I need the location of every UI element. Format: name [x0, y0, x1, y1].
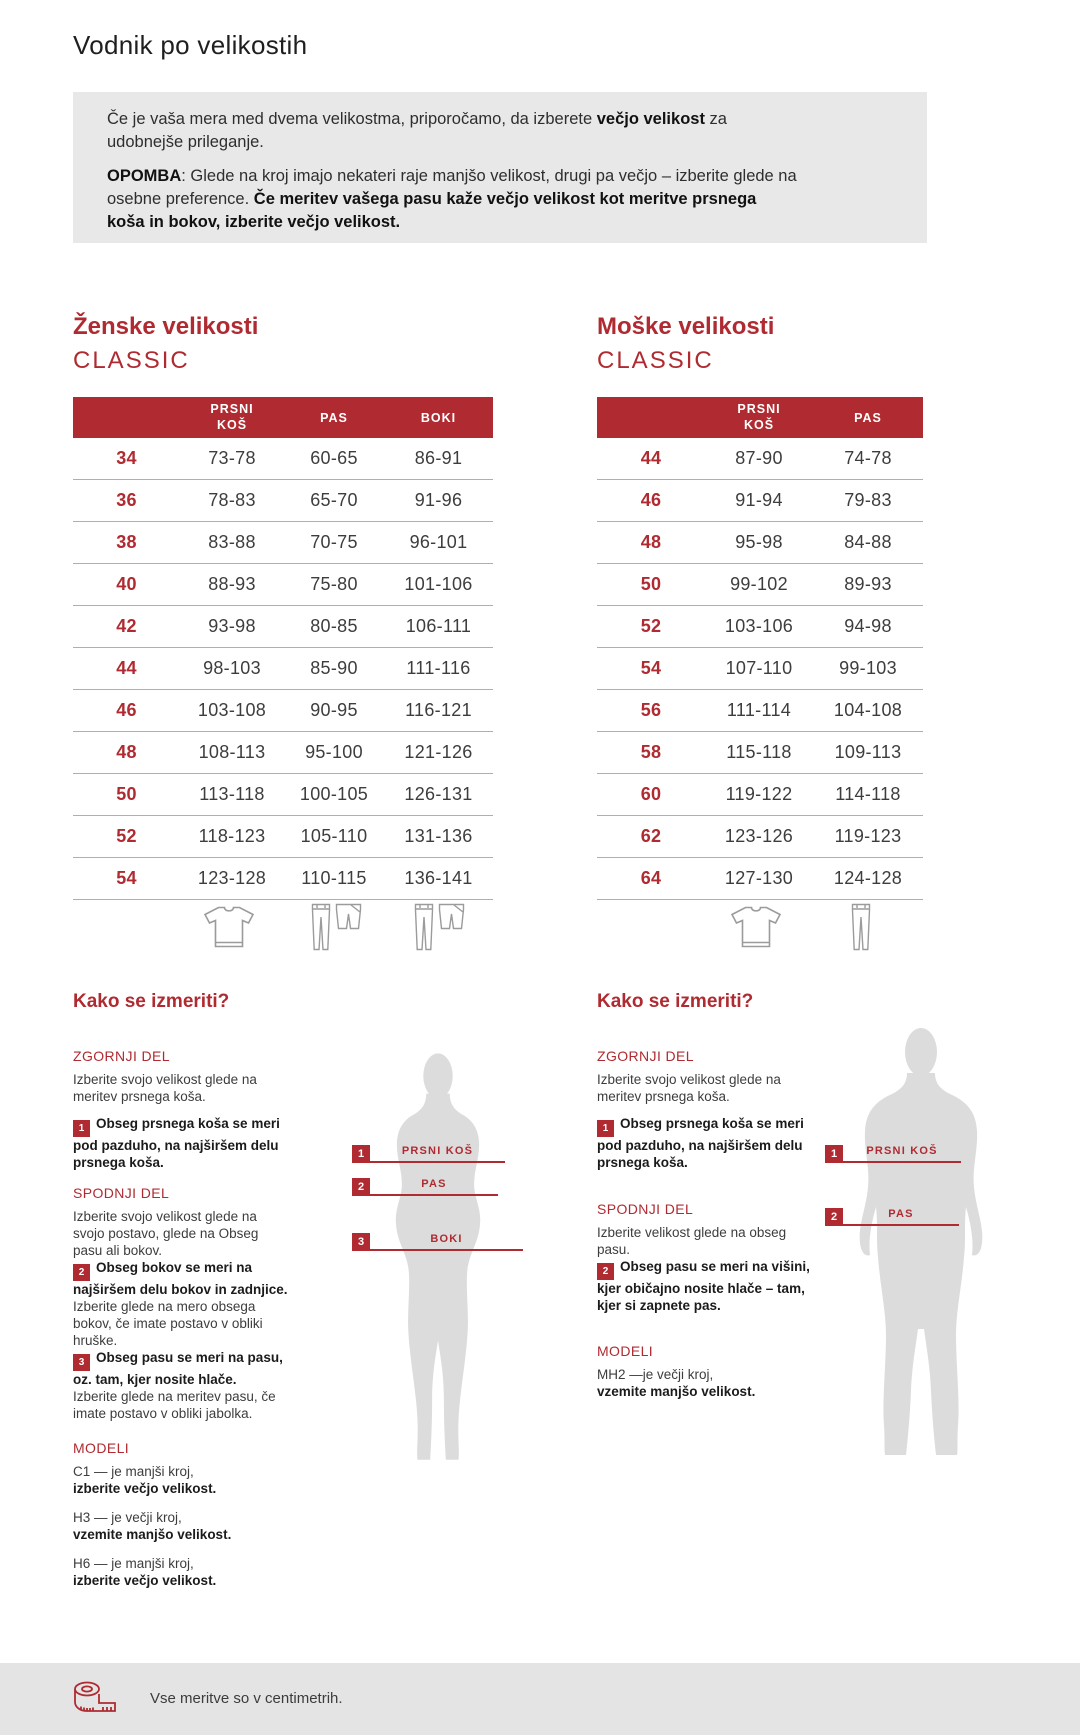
chest-range: 88-93	[208, 574, 256, 594]
women-section-heading: Ženske velikosti	[73, 313, 259, 340]
size-value: 36	[116, 490, 137, 510]
size-row	[597, 858, 923, 900]
men-table-header	[597, 397, 923, 438]
how-to-measure-heading-women: Kako se izmeriti?	[73, 991, 230, 1012]
size-value: 42	[116, 616, 137, 636]
chest-range: 127-130	[724, 868, 794, 888]
hips-range: 121-126	[404, 742, 473, 762]
instruction-item-1: 1 Obseg prsnega koša se meri pod pazduho, na najširšem delu prsnega koša.	[73, 1116, 280, 1170]
size-value: 50	[116, 784, 137, 804]
size-value: 52	[116, 826, 137, 846]
measure-instructions-women	[73, 1046, 288, 1422]
hips-range: 106-111	[405, 616, 472, 636]
waist-range: 70-75	[310, 532, 358, 552]
size-row	[597, 690, 923, 732]
chest-range: 115-118	[726, 742, 792, 762]
size-value: 54	[116, 868, 137, 888]
instruction-item-1: 1 Obseg prsnega koša se meri pod pazduho, na najširšem delu prsnega koša.	[597, 1116, 804, 1170]
size-value: 52	[640, 616, 662, 636]
waist-range: 94-98	[844, 616, 892, 636]
instruction-item-2: 2 Obseg bokov se meri na najširšem delu bokov in zadnjice. Izberite glede na mero obsega bokov, če imate postavo v obliki hruške.	[73, 1260, 288, 1348]
measure-instructions-men	[597, 1046, 812, 1314]
size-value: 54	[640, 658, 662, 678]
chest-range: 93-98	[208, 616, 256, 636]
size-value: 46	[116, 700, 137, 720]
chest-range: 103-106	[724, 616, 794, 636]
waist-range: 109-113	[834, 742, 902, 762]
size-row	[73, 690, 493, 732]
footer-note: Vse meritve so v centimetrih.	[150, 1690, 343, 1707]
chest-range: 108-113	[198, 742, 266, 762]
chest-range: 78-83	[208, 490, 256, 510]
waist-range: 60-65	[310, 448, 358, 468]
waist-range: 65-70	[310, 490, 358, 510]
size-value: 48	[640, 532, 662, 552]
tshirt-icon	[730, 906, 782, 948]
measure-number-badge: 3	[352, 1233, 370, 1251]
size-row	[597, 816, 923, 858]
hips-range: 101-106	[404, 574, 473, 594]
number-badge: 1	[73, 1120, 90, 1137]
header-waist-cell: PAS	[854, 410, 882, 425]
size-value: 64	[640, 868, 662, 888]
waist-range: 119-123	[834, 826, 902, 846]
waist-range: 84-88	[844, 532, 892, 552]
footer-bar	[0, 1663, 1080, 1735]
waist-range: 90-95	[310, 700, 358, 720]
size-row	[73, 606, 493, 648]
upper-part-label: ZGORNJI DEL	[597, 1048, 694, 1064]
hips-range: 126-131	[404, 784, 473, 804]
chest-range: 119-122	[725, 784, 793, 804]
men-section-heading: Moške velikosti	[597, 313, 775, 340]
waist-range: 99-103	[839, 658, 897, 678]
size-row	[597, 522, 923, 564]
men-section-subheading: CLASSIC	[597, 347, 714, 374]
size-row	[597, 606, 923, 648]
size-row	[73, 858, 493, 900]
note-paragraph-1: Če je vaša mera med dvema velikostma, priporočamo, da izberete večjo velikost za udobnejše prileganje.	[107, 110, 727, 151]
measurement-chest-women	[352, 1139, 505, 1163]
chest-range: 87-90	[735, 448, 783, 468]
size-value: 60	[640, 784, 662, 804]
size-row	[597, 438, 923, 480]
measure-line: PRSNI KOŠ	[370, 1139, 505, 1163]
hips-range: 86-91	[414, 448, 463, 468]
size-value: 44	[640, 448, 662, 468]
measure-number-badge: 2	[352, 1178, 370, 1196]
pants-icon	[311, 903, 331, 951]
waist-range: 105-110	[300, 826, 368, 846]
pants-icon	[414, 903, 434, 951]
lower-part-text: Izberite velikost glede na obseg pasu.	[597, 1225, 787, 1257]
size-value: 62	[640, 826, 662, 846]
measure-line: BOKI	[370, 1227, 523, 1251]
number-badge: 2	[73, 1264, 90, 1281]
waist-range: 124-128	[833, 868, 903, 888]
chest-range: 73-78	[208, 448, 256, 468]
waist-range: 100-105	[299, 784, 369, 804]
chest-range: 123-126	[724, 826, 794, 846]
hips-range: 131-136	[404, 826, 473, 846]
hips-range: 111-116	[406, 658, 471, 678]
waist-range: 114-118	[835, 784, 901, 804]
female-silhouette	[391, 1047, 485, 1480]
header-chest-cell: PRSNI KOŠ	[210, 401, 254, 432]
chest-range: 91-94	[735, 490, 783, 510]
chest-range: 98-103	[203, 658, 261, 678]
model-note: H3 — je večji kroj, vzemite manjšo velikost.	[73, 1510, 232, 1542]
number-badge: 1	[597, 1120, 614, 1137]
measurement-chest-men	[825, 1139, 961, 1163]
shorts-icon	[335, 903, 362, 930]
women-size-table	[73, 397, 493, 900]
shorts-icon	[438, 903, 465, 930]
model-note: MH2 —je večji kroj, vzemite manjšo velikost.	[597, 1367, 756, 1399]
number-badge: 3	[73, 1354, 90, 1371]
page-title: Vodnik po velikostih	[73, 30, 308, 60]
waist-range: 80-85	[310, 616, 358, 636]
hips-range: 91-96	[414, 490, 463, 510]
size-value: 40	[116, 574, 137, 594]
model-note: H6 — je manjši kroj, izberite večjo velikost.	[73, 1556, 217, 1588]
how-to-measure-heading-men: Kako se izmeriti?	[597, 991, 754, 1012]
size-value: 58	[640, 742, 662, 762]
waist-range: 95-100	[305, 742, 363, 762]
measure-line: PAS	[843, 1202, 959, 1226]
upper-part-text: Izberite svojo velikost glede na meritev prsnega koša.	[73, 1072, 257, 1104]
waist-range: 104-108	[833, 700, 903, 720]
tshirt-icon	[203, 906, 255, 948]
models-list-men	[597, 1366, 837, 1412]
chest-range: 95-98	[735, 532, 783, 552]
lower-part-label: SPODNJI DEL	[597, 1201, 694, 1217]
size-value: 44	[116, 658, 137, 678]
tape-measure-icon	[72, 1681, 118, 1720]
lower-part-label: SPODNJI DEL	[73, 1185, 170, 1201]
waist-range: 75-80	[310, 574, 358, 594]
size-row	[73, 438, 493, 480]
pants-icon	[851, 903, 871, 951]
male-silhouette	[848, 1025, 994, 1478]
men-size-table	[597, 397, 923, 900]
size-value: 34	[116, 448, 137, 468]
women-table-body	[73, 438, 493, 900]
size-value: 48	[116, 742, 137, 762]
measure-number-badge: 2	[825, 1208, 843, 1226]
chest-range: 113-118	[199, 784, 265, 804]
measure-line: PAS	[370, 1172, 498, 1196]
measure-number-badge: 1	[352, 1145, 370, 1163]
measurement-waist-men	[825, 1202, 959, 1226]
measurement-waist-women	[352, 1172, 498, 1196]
size-value: 46	[640, 490, 662, 510]
chest-range: 83-88	[208, 532, 256, 552]
note-paragraph-2: OPOMBA: Glede na kroj imajo nekateri raje manjšo velikost, drugi pa večjo – izberite glede na osebne preference. Če meritev vašega pasu kaže večjo velikost kot meritve prsnega koša in bokov, izberite večjo velikost.	[107, 167, 797, 231]
size-value: 56	[640, 700, 662, 720]
hips-range: 116-121	[405, 700, 472, 720]
chest-range: 118-123	[198, 826, 266, 846]
models-label-women: MODELI	[73, 1440, 130, 1456]
size-row	[73, 732, 493, 774]
models-list-women	[73, 1463, 313, 1601]
header-chest-cell: PRSNI KOŠ	[737, 401, 781, 432]
chest-range: 103-108	[197, 700, 267, 720]
waist-range: 74-78	[844, 448, 892, 468]
chest-range: 123-128	[197, 868, 267, 888]
upper-part-label: ZGORNJI DEL	[73, 1048, 170, 1064]
instruction-item-2: 2 Obseg pasu se meri na višini, kjer običajno nosite hlače – tam, kjer si zapnete pas.	[597, 1259, 810, 1313]
waist-range: 110-115	[301, 868, 367, 888]
waist-range: 85-90	[310, 658, 358, 678]
size-value: 38	[116, 532, 137, 552]
header-hips-cell: BOKI	[420, 410, 457, 425]
measure-line: PRSNI KOŠ	[843, 1139, 961, 1163]
models-label-men: MODELI	[597, 1343, 654, 1359]
size-row	[73, 564, 493, 606]
size-row	[73, 522, 493, 564]
women-section-subheading: CLASSIC	[73, 347, 190, 374]
hips-range: 96-101	[409, 532, 468, 552]
chest-range: 99-102	[730, 574, 788, 594]
size-value: 50	[640, 574, 662, 594]
size-row	[73, 816, 493, 858]
waist-range: 79-83	[844, 490, 892, 510]
size-row	[73, 648, 493, 690]
chest-range: 107-110	[725, 658, 793, 678]
men-table-body	[597, 438, 923, 900]
number-badge: 2	[597, 1263, 614, 1280]
instruction-item-3: 3 Obseg pasu se meri na pasu, oz. tam, kjer nosite hlače. Izberite glede na meritev pasu, če imate postavo v obliki jabolka.	[73, 1350, 283, 1421]
chest-range: 111-114	[726, 700, 792, 720]
size-row	[597, 564, 923, 606]
measure-number-badge: 1	[825, 1145, 843, 1163]
waist-range: 89-93	[844, 574, 892, 594]
measurement-hips-women	[352, 1227, 523, 1251]
lower-part-text: Izberite svojo velikost glede na svojo postavo, glede na Obseg pasu ali bokov.	[73, 1209, 259, 1258]
size-row	[73, 480, 493, 522]
size-row	[597, 480, 923, 522]
header-waist-cell: PAS	[320, 410, 348, 425]
women-table-header	[73, 397, 493, 438]
hips-range: 136-141	[404, 868, 473, 888]
note-box	[73, 92, 927, 243]
size-row	[597, 648, 923, 690]
size-row	[73, 774, 493, 816]
size-row	[597, 774, 923, 816]
upper-part-text: Izberite svojo velikost glede na meritev prsnega koša.	[597, 1072, 781, 1104]
size-row	[597, 732, 923, 774]
model-note: C1 — je manjši kroj, izberite večjo velikost.	[73, 1464, 217, 1496]
